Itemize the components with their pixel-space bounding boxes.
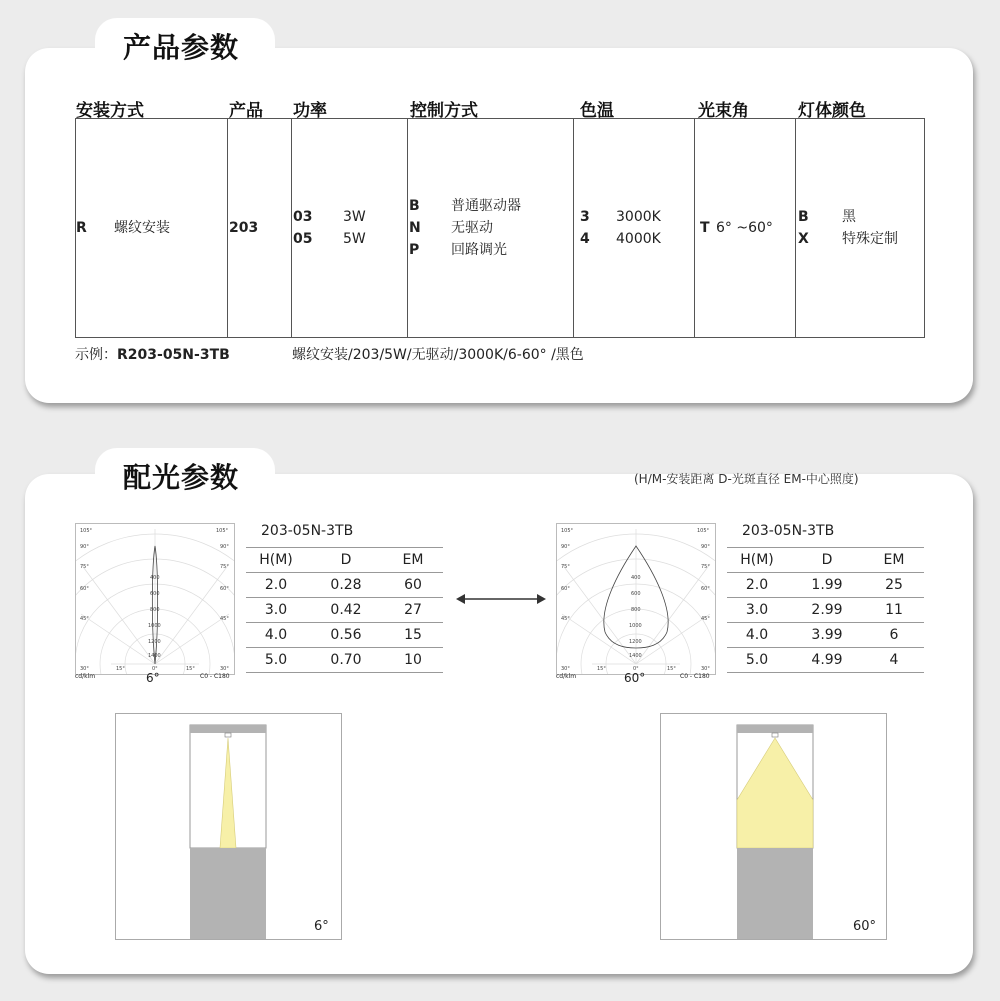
example-code: 示例：R203-05N-3TB — [75, 347, 230, 363]
svg-text:30°: 30° — [80, 666, 89, 672]
fixture-bar — [737, 725, 813, 733]
fixture-bar — [190, 725, 266, 733]
col-divider — [573, 119, 574, 337]
header-beam: 光束角 — [698, 101, 749, 121]
table-row: 5.0 0.70 10 — [246, 648, 443, 673]
polar-grid — [557, 524, 715, 674]
polar-angle-label: 60° — [624, 671, 646, 685]
control-cell: B 普通驱动器 N 无驱动 P 回路调光 — [409, 198, 521, 258]
power-cell: 03 3W 05 5W — [293, 209, 366, 247]
svg-text:75°: 75° — [701, 564, 710, 570]
col-divider — [694, 119, 695, 337]
header-mount: 安装方式 — [76, 101, 144, 121]
polar-unit: cd/klm — [75, 673, 96, 680]
svg-text:75°: 75° — [561, 564, 570, 570]
color-cell: B 黑 X 特殊定制 — [798, 209, 898, 247]
header-color: 灯体颜色 — [798, 101, 866, 121]
svg-text:1000: 1000 — [629, 623, 642, 629]
model-label: 203-05N-3TB — [742, 523, 835, 539]
beam-diagram — [116, 714, 341, 939]
beam-angle-label: 60° — [853, 919, 877, 934]
header-product: 产品 — [229, 101, 263, 121]
polar-chart-60deg — [556, 523, 716, 675]
table-header: H(M) D EM — [727, 547, 924, 573]
beam-cell: T 6° ~60° — [700, 220, 773, 236]
table-header: H(M) D EM — [246, 547, 443, 573]
svg-text:105°: 105° — [561, 528, 574, 534]
svg-text:75°: 75° — [220, 564, 229, 570]
header-power: 功率 — [293, 101, 327, 121]
svg-text:90°: 90° — [701, 544, 710, 550]
svg-text:600: 600 — [150, 591, 160, 597]
section-title: 产品参数 — [123, 31, 240, 64]
beam-illustration-6deg — [115, 713, 342, 940]
svg-text:90°: 90° — [220, 544, 229, 550]
table-row: 2.0 1.99 25 — [727, 573, 924, 598]
light-distribution-tab — [95, 448, 275, 498]
spec-table — [75, 118, 925, 338]
beam-angle-label: 6° — [314, 919, 329, 934]
header-cct: 色温 — [580, 101, 614, 121]
polar-chart-6deg — [75, 523, 235, 675]
svg-text:1200: 1200 — [148, 639, 161, 645]
svg-text:400: 400 — [150, 575, 160, 581]
polar-angle-label: 6° — [146, 671, 160, 685]
floor — [190, 848, 266, 939]
svg-text:45°: 45° — [701, 616, 710, 622]
beam-illustration-60deg — [660, 713, 887, 940]
polar-legend: C0 - C180 — [680, 673, 710, 680]
svg-text:15°: 15° — [186, 666, 195, 672]
svg-text:30°: 30° — [701, 666, 710, 672]
svg-text:90°: 90° — [80, 544, 89, 550]
table-row: 3.0 2.99 11 — [727, 598, 924, 623]
svg-text:45°: 45° — [220, 616, 229, 622]
beam-diagram — [661, 714, 886, 939]
product-params-tab — [95, 18, 275, 68]
svg-text:90°: 90° — [561, 544, 570, 550]
fixture-icon — [772, 733, 778, 737]
section-title: 配光参数 — [123, 461, 240, 494]
svg-text:15°: 15° — [116, 666, 125, 672]
polar-unit: cd/klm — [556, 673, 577, 680]
svg-text:800: 800 — [150, 607, 160, 613]
polar-grid — [76, 524, 234, 674]
svg-text:45°: 45° — [561, 616, 570, 622]
svg-text:15°: 15° — [667, 666, 676, 672]
svg-text:15°: 15° — [597, 666, 606, 672]
table-row: 3.0 0.42 27 — [246, 598, 443, 623]
model-label: 203-05N-3TB — [261, 523, 354, 539]
mount-cell: R 螺纹安装 — [76, 220, 170, 236]
table-row: 4.0 3.99 6 — [727, 623, 924, 648]
svg-text:0°: 0° — [152, 666, 158, 672]
svg-text:45°: 45° — [80, 616, 89, 622]
svg-text:105°: 105° — [697, 528, 710, 534]
svg-text:105°: 105° — [80, 528, 93, 534]
svg-text:1400: 1400 — [629, 653, 642, 659]
svg-text:800: 800 — [631, 607, 641, 613]
table-row: 2.0 0.28 60 — [246, 573, 443, 598]
table-row: 5.0 4.99 4 — [727, 648, 924, 673]
floor — [737, 848, 813, 939]
svg-text:105°: 105° — [216, 528, 229, 534]
svg-text:30°: 30° — [220, 666, 229, 672]
col-divider — [227, 119, 228, 337]
svg-text:60°: 60° — [80, 586, 89, 592]
svg-text:75°: 75° — [80, 564, 89, 570]
svg-text:1000: 1000 — [148, 623, 161, 629]
svg-text:60°: 60° — [701, 586, 710, 592]
svg-text:600: 600 — [631, 591, 641, 597]
col-divider — [795, 119, 796, 337]
double-arrow-icon — [456, 592, 546, 606]
svg-text:400: 400 — [631, 575, 641, 581]
svg-text:0°: 0° — [633, 666, 639, 672]
example-description: 螺纹安装/203/5W/无驱动/3000K/6-60° /黑色 — [292, 347, 584, 363]
svg-text:1400: 1400 — [148, 653, 161, 659]
legend-note: (H/M-安装距离 D-光斑直径 EM-中心照度) — [634, 472, 859, 486]
product-cell: 203 — [229, 220, 259, 236]
col-divider — [291, 119, 292, 337]
cct-cell: 3 3000K 4 4000K — [580, 209, 661, 247]
svg-text:60°: 60° — [220, 586, 229, 592]
svg-text:30°: 30° — [561, 666, 570, 672]
table-row: 4.0 0.56 15 — [246, 623, 443, 648]
fixture-icon — [225, 733, 231, 737]
svg-text:60°: 60° — [561, 586, 570, 592]
col-divider — [407, 119, 408, 337]
header-control: 控制方式 — [410, 101, 478, 121]
polar-legend: C0 - C180 — [200, 673, 230, 680]
svg-text:1200: 1200 — [629, 639, 642, 645]
